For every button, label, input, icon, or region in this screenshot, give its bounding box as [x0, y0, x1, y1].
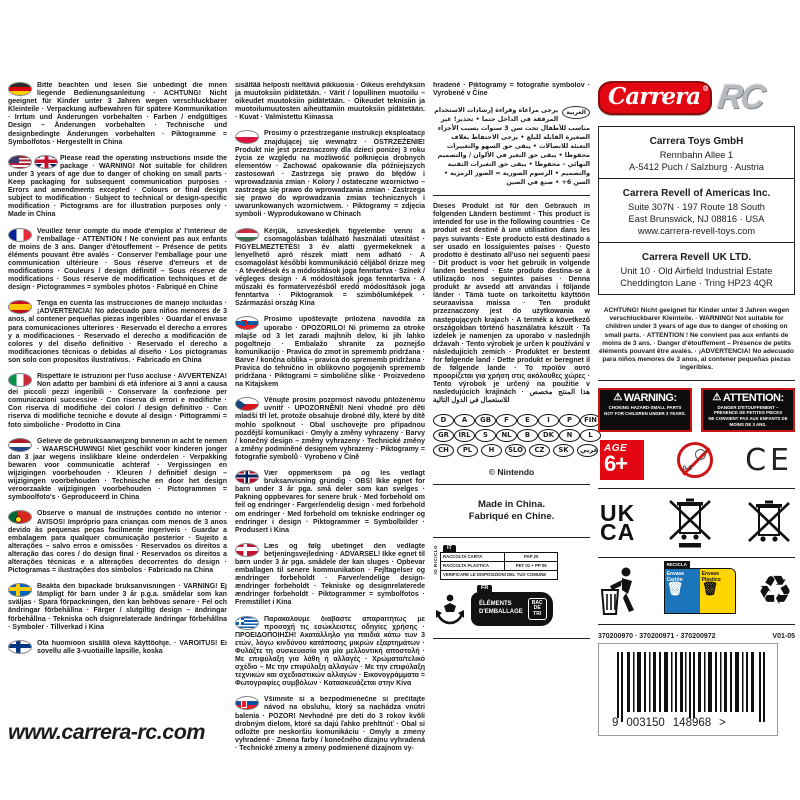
hungary-flag-icon [235, 228, 259, 242]
company-name: Carrera Toys GmbH [649, 136, 744, 147]
column-4 [598, 78, 795, 736]
section-spanish [8, 300, 227, 365]
fr-country-tab: FR [477, 585, 492, 592]
barcode-digit-group: 148968 [672, 717, 712, 730]
country-code-oval: CZ [529, 444, 550, 457]
it-table-row [441, 553, 557, 562]
poland-flag-icon [235, 130, 259, 144]
choking-warning-paragraph: ACHTUNG! Nicht geeignet für Kinder unter 3 Jahren wegen verschluckbarer Kleinteile. · WARNING! Not suitable for children under 3 years of age due to danger of choking on small parts. · ATTENTION ! Ne convient pas aux enfants de moins de 3 ans. · Danger d'étouffement – Présence de petits éléments pouvant être avalés. · ¡ADVERTENCIA! No adecuado para niños menores de 3 anos, al contener pequeñas piezas ingeribles. [599, 307, 794, 372]
plastic-bin-icon: 🗑 [701, 582, 719, 598]
section-italian-text: Rispettare le istruzioni per l'uso accluse · AVVERTENZA! Non adatto per bambini di età inferiore ai 3 anni a causa dei piccoli pezzi ingeribili · Conservare la confezione per comunicazioni successive · Con riserva di errori e modifiche · Con riserva di modifiche dei colori / design definitivo · Con riserva di modifiche tecniche e dovute al design · Pittogrammi = foto simboliche · Prodotto in Cina [8, 373, 227, 429]
recicla-text: Cartón [666, 577, 683, 584]
divider [433, 484, 590, 485]
section-german-text: Bitte beachten und lesen Sie unbedingt die innen liegende Bedienungsanleitung · ACHTUNG! Nicht geeignet für Kinder unter 3 Jahren wegen verschluckbarer Kleinteile · Verpackung aufbewahren für spätere Kommunikation · Irrtum und Änderungen vorbehalten · Farben / endgültiges Design – Änderungen vorbehalten · Technische und designbedingte Änderungen vorbehalten · Piktogramme = Symbolfotos · Hergestellt in China [8, 82, 227, 146]
recicla-envases-badge [664, 562, 736, 614]
warning-title: ATTENTION: [722, 391, 784, 404]
slovenia-flag-icon [235, 316, 259, 330]
warning-triangle-icon: ⚠ [613, 391, 622, 403]
address-line: Rennbahn Allee 1 [659, 150, 734, 160]
section-slovenian [235, 316, 425, 389]
uk-flag-icon [34, 155, 58, 169]
recicla-header: RECICLA [664, 561, 690, 568]
divider [598, 380, 795, 381]
country-code-oval: H [481, 444, 502, 457]
country-code-oval: NL [496, 429, 517, 442]
barcode-bars [611, 652, 769, 724]
countries-intro-text: Dieses Produkt ist für den Gebrauch in folgenden Ländern bestimmt · This product is intended for use in the following countries · Ce produit est destiné à une utilisation dans les pays suivants · Este producto está destinado a ser usado en lossiguientes países · Questo prodotto è destinato all'uso nei seguenti paesi · Dit product is voor het gebruik in volgende landen bestemd · Este produto destina-se à utilização nos seguintes países · Denna produkt är avsedd att användas i följande länder · Tämä tuote on tarkoitettu käyttöön seuraavissa maissa · Ten produkt przeznaczony jest do użytkowania w następujących krajach · A termék a következő országokban történő használatra készült · Ta izdelek je namenjen za uporabo v naslednjih državah · Tento výrobek je určen k používání v následujících zemích · Produktet er bestemt for følgende land · Dette produkt er beregnet il de følgende lande · Το προϊόν αυτό προορίζεται για χρήση στις ακόλουθες χώρες · Tento výrobok je určený na použitie v nasledujúcich krajinách · هذا المنتج مخصص للاستعمال في الدول التالية [433, 203, 590, 405]
country-code-oval: F [496, 414, 517, 427]
age-symbols-row [600, 440, 793, 480]
address-austria [599, 127, 794, 179]
country-code-row-2 [433, 429, 593, 442]
recicla-text: Plástico [701, 577, 721, 584]
it-recycling-table [440, 545, 558, 580]
it-row-value: PAP 20 [524, 554, 539, 560]
country-code-oval: I [538, 414, 559, 427]
it-row-value: PET 01 + PP 05 [515, 563, 547, 569]
age-6plus-badge [600, 440, 644, 480]
spain-flag-icon [8, 300, 32, 314]
recicla-carton-pane [665, 569, 700, 613]
divider [433, 638, 590, 639]
baby-face-icon [695, 449, 706, 460]
barcode-tail: > [719, 717, 726, 730]
section-czech [235, 397, 425, 462]
divider [598, 488, 795, 489]
country-code-oval: IRL [454, 429, 475, 442]
address-line: Unit 10 · Old Airfield Industrial Estate [620, 266, 773, 276]
warning-title: WARNING: [623, 391, 677, 404]
warning-boxes [598, 388, 795, 433]
article-numbers-row [598, 633, 795, 640]
sorting-bin-icon [528, 598, 547, 621]
section-hungarian-text: Kérjük, szíveskedjék figyelembe venni a csomagolásban található használati utasítást · FIGYELMEZTETÉS! 3 év alatti gyermekeknek a lenyelhető apró részek miatt nem adható · A csomagolást későbbi kommunikáció céljából őrizze meg · A tévedések és a módosítások joga fenntartva · Színek / végleges design · A módosítások joga fenntartva · A műszaki és formatervezésből eredő módosítások joga fenntartva · Piktogramok = szimbólumképek · Származási ország Kína [235, 227, 425, 308]
address-line: Cheddington Lane · Tring HP23 4QR [620, 278, 773, 288]
warning-line: DANGER D'ETOUFFEMENT – PRESENCE DE PETITES PIECES [713, 404, 783, 416]
country-code-row-3 [433, 444, 599, 457]
netherlands-flag-icon [8, 438, 32, 452]
company-website: www.carrera-revell-toys.com [637, 226, 756, 236]
warning-triangle-icon: ⚠ [712, 391, 721, 403]
carrera-wordmark: Carrera [608, 82, 701, 110]
address-line: A-5412 Puch / Salzburg · Austria [629, 162, 764, 172]
ukca-line2: CA [600, 519, 636, 546]
recicla-text: Envase [701, 571, 720, 578]
barcode-digits [611, 718, 765, 729]
tidy-man-icon [600, 566, 642, 616]
country-code-oval: P [559, 414, 580, 427]
barcode-digit-group: 003150 [626, 717, 665, 730]
it-table-row [441, 562, 557, 571]
country-code-oval: FIN [580, 414, 601, 427]
section-spanish-text: Tenga en cuenta las instrucciones de manejo incluidas · ¡ADVERTENCIA! No adecuado para niños menores de 3 anos, al contener pequeñas piezas ingeribles · Guardar el envase para comunicaciones ulteriores · Reservado el derecho a errores y a modificaciones · Reservado el derecho a modificación de colores y del diseño definitivo · Reservado el derecho a modificaciones técnicas o debidas al diseño · Los pictogramas son solo con propositos ilustrativos. · Fabricado en China [8, 300, 227, 364]
section-dutch [8, 438, 227, 503]
section-french-text: Veuillez tenir compte du mode d'emploi a' l'intérieur de l'emballage · ATTENTION ! Ne convient pas aux enfants de moins de 3 ans. Danger d'étouffement – Présence de petits éléments pouvant être avalés · Conserver l'emballage pour une communication ultérieure · Sous réserve d'erreurs et de modifications · Couleurs / design définitif – Sous réserve de modifications · Sous réserve de modification techniques et de design · Pictogrammes = symboles photos · Fabriqué en Chine [8, 227, 227, 292]
address-usa [599, 179, 794, 243]
finland-flag-icon [8, 640, 32, 654]
country-code-row-1 [433, 414, 597, 427]
divider [598, 624, 795, 625]
fr-packaging-label [479, 601, 523, 616]
warning-box-en [598, 388, 692, 433]
divider [598, 557, 795, 558]
country-code-oval: PL [457, 444, 478, 457]
company-name: Carrera Revell UK LTD. [641, 252, 752, 263]
bin-line3: TRI [533, 610, 542, 617]
section-swedish-text: Beakta den bipackade bruksanvisningen · VARNING! Ej lämpligt för barn under 3 år p.g.a. smådelar som kan sväljas · Spara förpackningen, den kan behövas senare · Fel och ändringar förbehållna · Färger / slutgiltig design – ändringar förbehållna · Tekniska och dsignrelaterade ändringar förbehållna · Symboler · Tillverkad i Kina [8, 583, 227, 631]
brand-logo [598, 78, 795, 117]
section-arabic [433, 106, 590, 187]
age-value: 6+ [604, 451, 628, 477]
fr-label-line2: D'EMBALLAGE [479, 608, 523, 615]
czech-flag-icon [235, 397, 259, 411]
fr-label-line1: ÉLÉMENTS [479, 601, 512, 608]
warning-box-fr [701, 388, 795, 433]
age-range-label: 0-3 [682, 465, 692, 473]
greece-flag-icon [235, 616, 259, 630]
section-german [8, 82, 227, 147]
country-code-oval: عربي [577, 444, 598, 457]
bin-line2: DE [533, 605, 541, 612]
recicla-panes [664, 568, 736, 614]
bin-line1: BAC [531, 599, 543, 606]
section-french [8, 228, 227, 293]
ukca-mark [600, 500, 636, 546]
section-dutch-text: Gelieve de gebruiksaanwijzing binnenin in acht te nemen · WAARSCHUWING! Niet geschikt voor kinderen jonger dan 3 jaar wegens inslikbare kleine onderdelen · Verpakking bewaren voor communicatie achteraf · Vergissingen en wijzigingen voorbehouden · Kleuren / definitief design – wijzigingen voorbehouden · Technische en door het design veroorzaakte wijzigingen voorbehouden · Pictogrammen = symboolfoto's · Geproduceerd in China [8, 437, 227, 502]
it-country-tab: IT [443, 545, 456, 552]
section-polish [235, 130, 425, 219]
recycle-mobius-icon: ♻ [757, 568, 793, 615]
section-hungarian [235, 228, 425, 309]
ukca-weee-row [600, 497, 793, 549]
section-italian [8, 373, 227, 430]
section-danish [235, 543, 425, 608]
article-numbers: 370200970 · 370200971 · 370200972 [598, 633, 716, 641]
country-code-oval: CH [433, 444, 454, 457]
weee-bin-icon [745, 497, 793, 549]
address-line: Suite 307N · 197 Route 18 South [628, 202, 765, 212]
section-finnish-continued: sisältää helposti nieltäviä pikkuosia · Oikeus erehdyksiin ja muutoksiin pidätetään. · Värit / lopullinen muotoilu – oikeudet muutoksiin pidätetään. · Oikeudet teknisiin ja muotoilumuutosten aiheuttamiin muutoksiin pidätetään. · Kuvat · Valmistettu Kiinassa [235, 82, 425, 122]
made-in-china [433, 499, 590, 523]
country-code-oval: E [517, 414, 538, 427]
norway-flag-icon [235, 470, 259, 484]
fr-packaging-box [471, 585, 553, 627]
barcode-digit-group: 9 [612, 717, 619, 730]
column-3 [433, 82, 599, 646]
rc-logo: RC [715, 78, 766, 116]
address-box [598, 126, 795, 295]
section-english [8, 155, 227, 220]
country-code-oval: DK [538, 429, 559, 442]
section-slovenian-text: Prosimo upoštevajte priložena navodila za uporabo · OPOZORILO! Ni primerno za otroke mlajše od 3 let zaradi majhnih delov, ki jih lahko pogoltnejo · Embalažo shranite za poznejšo komunikacijo · Pravica do zmot in sprememb pridržana · Barve / končna oblika – pravica do sprememb pridržana · Pravica do tehnično in oblikovno pogojenih sprememb pridržana · Piktogrami = simbolične slike · Proizvedeno na Kitajskem [235, 316, 425, 389]
made-in-china-fr: Fabriqué en Chine. [468, 510, 555, 522]
warning-line: CHOKING HAZARD-SMALL PARTS [608, 404, 682, 410]
warning-title-row [705, 392, 791, 404]
recicla-plastic-pane [700, 569, 735, 613]
it-table-footer: VERIFICARE LE DISPOSIZIONI DEL TUO COMUNE [443, 572, 547, 578]
divider [433, 537, 590, 538]
country-codes [433, 414, 599, 457]
denmark-flag-icon [235, 543, 259, 557]
country-code-oval: SK [553, 444, 574, 457]
section-czech-text: Věnujte prosím pozornost návodu přiloženému uvnitř · UPOZORNĚNÍ! Není vhodné pro děti mladší tří let, protože obsahuje drobné díly, které by dítě mohlo spolknout · Obal uschovejte pro případnou pozdější komunikaci · Omyly a změny vyhrazeny · Barvy / konečný design – změny vyhrazeny · Technické změny a změny podmíněné designem vyhrazeny · Piktogramy = fotografie symbolů · Vyrobeno v Číně [235, 397, 425, 461]
address-uk [599, 243, 794, 294]
section-finnish-text: Ota huomioon sisällä oleva käyttöohje. · VAROITUS! Ei sovellu alle 3-vuotiaille lapsille, koska [37, 639, 227, 655]
sweden-flag-icon [8, 583, 32, 597]
portugal-flag-icon [8, 510, 32, 524]
fr-triman-block [433, 585, 590, 627]
country-code-oval: B [517, 429, 538, 442]
section-polish-text: Prosimy o przestrzeganie instrukcji eksploatacji znajdującej się wewnątrz · OSTRZEŻENIE! Produkt nie jest przeznaczony dla dzieci poniżej 3 roku życia ze względu na możliwość połknięcia drobnych elementów · Zachować opakowanie dla późniejszych zastosowań · Zastrzega się prawo do błędów i wprowadzania zmian · Kolory / ostateczne wzornictwo – zastrzega się prawo do wprowadzania zmian · Zastrzega się prawo do wprowadzania zmian technicznych i uwarunkowanych wzornictwem. · Piktogramy = zdjęcia symboli · Wyprodukowano w Chinach [235, 130, 425, 219]
recicla-text: Envase [666, 571, 685, 578]
barcode-box [598, 643, 778, 736]
made-in-china-en: Made in China. [477, 498, 546, 510]
section-portuguese [8, 510, 227, 575]
country-code-oval: GB [475, 414, 496, 427]
france-flag-icon [8, 228, 32, 242]
section-greek [235, 616, 425, 689]
carton-bin-icon: 🗑 [666, 582, 684, 598]
warning-title-row [602, 392, 688, 404]
triman-icon [433, 592, 467, 626]
it-row-key: RACCOLTA PLASTICA [441, 562, 505, 570]
section-greek-text: Παρακαλούμε διαβάστε απαραιτήτως με προσοχή τις εσώκλειστες οδηγίες χρήσης · ΠΡΟΕΙΔΟΠΟΙΗΣΗ! Ακατάλληλο για παιδιά κάτω των 3 ετών, λόγω κινδύνου κατάποσης μικρών εξαρτημάτων · Φυλάξτε τη συσκευασία για μία μελλοντική αποστολή · Με επιφύλαξη για λάθη ή αλλαγές · Χρώματα/τελικό σχέδιο – Με την επιφύλαξη αλλαγών · Με την επιφύλαξη τεχνικών και σχεδιαστικών αλλαγών · Εικονογράμματα = Φωτογραφίες συμβόλων · Κατασκευάζεται στην Κίνα [235, 615, 425, 688]
address-line: East Brunswick, NJ 08816 · USA [628, 214, 765, 224]
ukca-line1: UK [600, 500, 636, 527]
section-english-text: Please read the operating instructions inside the package · WARNING! Not suitable for children under 3 years of age due to danger of choking on small parts · Keep packaging for subsequent communication purposes · Errors and amendments excepted · Colours or final design subject to modification · Subject to technical or design-specific modification · Pictograms are for illustration purposes only · Made in China [8, 154, 227, 219]
section-arabic-text: يرجى مراعاة وقراءة إرشادات الاستخدام المرفقة في الداخل حتما • تحذير! غير مناسب للأطفال تحت سن 3 سنوات بسبب الأجزاء الصغيرة القابلة للبلع • يرجى الاحتفاظ بغلاف التعبئة للاتصالات • يبقى حق السهو والتغييرات محفوظا • يبقى حق التغير في الألوان / والتصميم النهائي – محفوظا • يبقى حق التغيرات التقنية والتصميم • الرسوم الصورية = الصور الرمزية • السن 6+ • صنع في الصين [434, 107, 590, 187]
section-slovak [235, 696, 425, 753]
column-1 [8, 82, 227, 664]
version-code: V01-05 [772, 633, 795, 641]
country-code-oval: GR [433, 429, 454, 442]
warning-line: NOT FOR CHILDREN UNDER 3 YEARS. [604, 411, 686, 417]
section-danish-text: Læs og følg ubetinget den vedlagte betjeningsvejledning · ADVARSEL! Ikke egnet til børn under 3 år pga. smådele der kan sluges · Opbevar emballagen til senere kommunikation · Fejltagelser og ændringer forbeholdt · Farver/endelige design- ændringer forbeholdt · Tekniske og designrelaterede ændringer forbeholdt · Piktogrammer = symbolfotos · Fremstillet i Kina [235, 542, 425, 607]
country-code-oval: L [580, 429, 601, 442]
section-norwegian-text: Vær oppmerksom på og les vedlagt bruksanvisning grundig · OBS! Ikke egnet for barn under 3 år pga. små deler som kan svelges · Pakning oppbevares for senere bruk · Med forbehold om feil og endringer · Farger/endelig design - med forbehold om endringer · Med forbehold om tekniske endringer og endringer i design · Piktogrammer = Symbolbilder · Produsert i Kina [235, 470, 425, 534]
usa-flag-icon [8, 155, 32, 169]
it-recycling-side-label: IO RICICLO [433, 544, 438, 575]
it-recycling-block [433, 545, 590, 580]
it-row-key: RACCOLTA CARTA [441, 553, 505, 561]
weee-bin-barred-icon [666, 497, 714, 549]
column-2 [235, 82, 425, 761]
section-slovak-text: Všimnite si a bezpodmienečne si prečítajte návod na obsluhu, ktorý sa nachádza vnútri balenia · POZOR! Nevhodné pre deti do 3 rokov kvôli drobným dielom, ktoré sa dajú ľahko prehltnúť · Obal si odložte pre neskoršiu komunikáciu · Omyly a zmeny vyhradené · Zmena farby / konečného dizajnu vyhradená · Technické zmeny a zmeny podmienené dizajnom vy- [235, 696, 425, 752]
carrera-rc-website: www.carrera-rc.com [8, 720, 205, 744]
company-name: Carrera Revell of Americas Inc. [622, 188, 771, 199]
slovakia-flag-icon [235, 696, 259, 710]
country-code-oval: S [475, 429, 496, 442]
recycling-row [600, 562, 793, 616]
germany-flag-icon [8, 82, 32, 96]
nintendo-copyright: © Nintendo [488, 466, 535, 477]
section-portuguese-text: Observe o manual de instruções contido no interior · AVISOS! Impróprio para crianças com menos de 3 anos devido às pequenas peças facilmente ingeríveis · Guardar a embalagem para qualquer comunicação posterior · Sujeito a alterações – salvo erros e omissões · Reservados os direitos a alteração das cores / do design final · Reservados os direitos a alterações técnicas e a alterações decorrentes do design · Pictogramas = ilustrações dos símbolos · Fabricado na China [8, 510, 227, 575]
carrera-logo [598, 81, 712, 115]
section-swedish [8, 583, 227, 632]
warning-line: NE CONVIENT PAS AUX ENFANTS DE MOINS DE 3 ANS. [708, 416, 788, 427]
section-finnish [8, 640, 227, 656]
italy-flag-icon [8, 373, 32, 387]
country-code-oval: SLO [505, 444, 526, 457]
country-code-oval: N [559, 429, 580, 442]
country-code-oval: D [433, 414, 454, 427]
registered-mark: ® [702, 83, 709, 93]
age-word: AGE [604, 443, 628, 455]
ce-mark: CE [745, 442, 793, 478]
section-slovak-continued: hradené · Piktogramy = fotografie symbolov · Vyrobené v Číne [433, 82, 590, 98]
arabic-label-oval: العربية [562, 106, 590, 119]
section-norwegian [235, 470, 425, 535]
not-for-under-3-icon [677, 442, 713, 478]
divider [433, 195, 590, 196]
country-code-oval: A [454, 414, 475, 427]
